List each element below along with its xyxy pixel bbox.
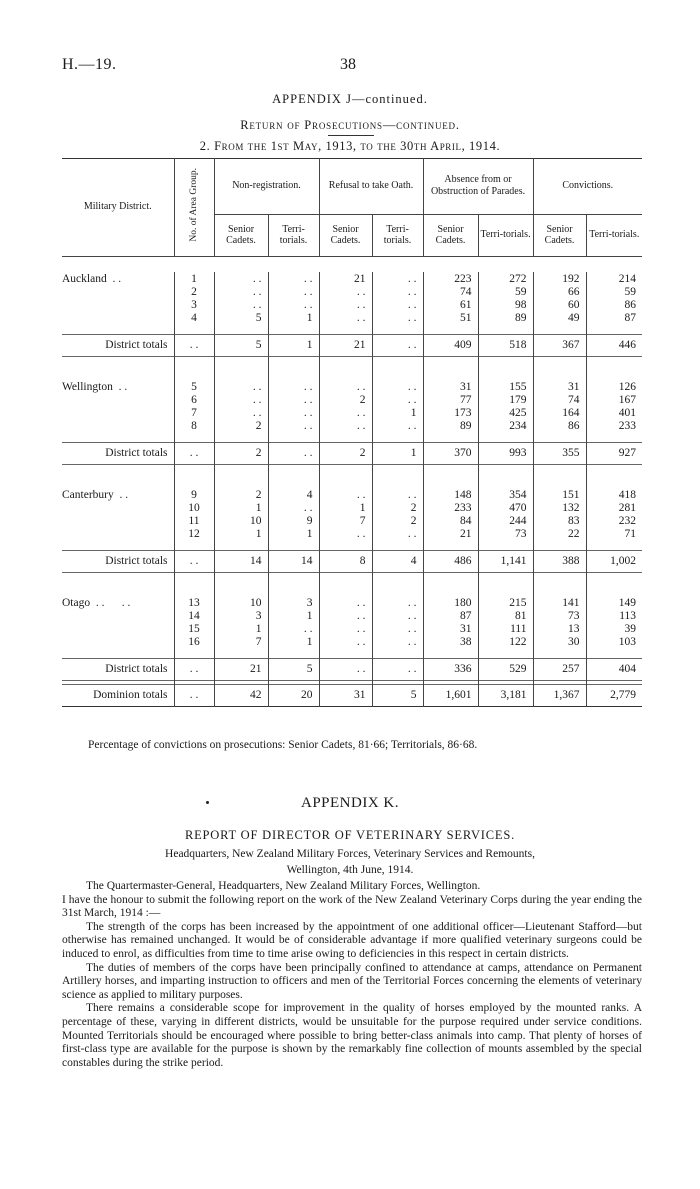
appendix-j-title: APPENDIX J—continued. [272,92,428,106]
non-reg-terr: . . [268,285,319,298]
total-non-reg-senior: 5 [214,334,268,356]
absence-terr: 179 [478,393,533,406]
non-reg-terr: 1 [268,609,319,622]
absence-terr: 272 [478,272,533,285]
conv-senior: 192 [533,272,586,285]
table-row [62,596,642,609]
absence-terr: 425 [478,406,533,419]
total-refusal-terr: 4 [372,550,423,572]
non-reg-senior: . . [214,285,268,298]
area-group: 1 [174,272,214,285]
absence-senior: 61 [423,298,478,311]
conv-terr: 126 [586,380,642,393]
refusal-terr: . . [372,609,423,622]
refusal-senior: . . [319,311,372,324]
non-reg-senior: 7 [214,635,268,648]
dominion-absence-terr: 3,181 [478,684,533,706]
non-reg-terr: . . [268,393,319,406]
non-reg-senior: 2 [214,488,268,501]
area-group: 5 [174,380,214,393]
conv-terr: 232 [586,514,642,527]
dominion-refusal-terr: 5 [372,684,423,706]
refusal-terr: . . [372,635,423,648]
table-row [62,622,642,635]
refusal-senior: . . [319,635,372,648]
conv-terr: 71 [586,527,642,540]
non-reg-senior: . . [214,298,268,311]
refusal-terr: . . [372,622,423,635]
table-row [62,406,642,419]
total-area-group: . . [174,334,214,356]
total-absence-senior: 370 [423,442,478,464]
non-reg-senior: 5 [214,311,268,324]
refusal-terr: . . [372,596,423,609]
area-group: 11 [174,514,214,527]
refusal-senior: . . [319,622,372,635]
non-reg-senior: 2 [214,419,268,432]
col-header-senior-cadets: Senior Cadets. [423,214,478,256]
conv-terr: 87 [586,311,642,324]
absence-terr: 98 [478,298,533,311]
conv-terr: 167 [586,393,642,406]
absence-senior: 51 [423,311,478,324]
conv-terr: 281 [586,501,642,514]
absence-terr: 122 [478,635,533,648]
appendix-k-title: APPENDIX K. [300,795,399,811]
total-conv-terr: 927 [586,442,642,464]
total-non-reg-senior: 14 [214,550,268,572]
area-group: 6 [174,393,214,406]
paragraph: The duties of members of the corps have been principally confined to attendance at camps, attendance on Permanent Artillery horses, and imparting instruction to officers and men of the Territorial Forces concerning the elements of veterinary science as applied to military purposes. [62,961,642,1001]
refusal-terr: . . [372,393,423,406]
refusal-terr: . . [372,272,423,285]
absence-terr: 244 [478,514,533,527]
total-refusal-terr: . . [372,658,423,680]
table-row [62,635,642,648]
area-group: 2 [174,285,214,298]
conv-terr: 401 [586,406,642,419]
absence-terr: 81 [478,609,533,622]
col-header-non-registration: Non-registration. [214,158,319,214]
area-group: 7 [174,406,214,419]
non-reg-terr: . . [268,419,319,432]
refusal-senior: . . [319,298,372,311]
col-header-territorials: Terri-torials. [268,214,319,256]
non-reg-terr: . . [268,406,319,419]
col-header-senior-cadets: Senior Cadets. [533,214,586,256]
dominion-absence-senior: 1,601 [423,684,478,706]
non-reg-senior: 1 [214,501,268,514]
refusal-senior: . . [319,406,372,419]
headquarters-line: Headquarters, New Zealand Military Forces, Veterinary Services and Remounts, [165,848,535,860]
date-line: Wellington, 4th June, 1914. [286,864,414,876]
total-conv-senior: 355 [533,442,586,464]
non-reg-terr: . . [268,298,319,311]
district-totals-label: District totals [105,663,168,675]
conv-senior: 74 [533,393,586,406]
table-row [62,527,642,540]
conv-senior: 30 [533,635,586,648]
refusal-terr: 2 [372,514,423,527]
col-header-convictions: Convictions. [533,158,642,214]
total-non-reg-terr: 14 [268,550,319,572]
total-non-reg-terr: . . [268,442,319,464]
conv-terr: 39 [586,622,642,635]
refusal-terr: . . [372,380,423,393]
area-group: 3 [174,298,214,311]
total-absence-terr: 529 [478,658,533,680]
total-refusal-senior: 8 [319,550,372,572]
non-reg-terr: 3 [268,596,319,609]
absence-senior: 180 [423,596,478,609]
refusal-terr: . . [372,298,423,311]
refusal-terr: 1 [372,406,423,419]
dominion-totals-row [62,684,642,706]
total-area-group: . . [174,442,214,464]
non-reg-terr: 1 [268,311,319,324]
table-row [62,285,642,298]
absence-senior: 38 [423,635,478,648]
non-reg-terr: . . [268,622,319,635]
non-reg-senior: 1 [214,622,268,635]
dominion-refusal-senior: 31 [319,684,372,706]
area-group: 15 [174,622,214,635]
absence-senior: 21 [423,527,478,540]
total-non-reg-senior: 2 [214,442,268,464]
conv-terr: 214 [586,272,642,285]
total-refusal-senior: . . [319,658,372,680]
total-absence-terr: 518 [478,334,533,356]
total-conv-senior: 388 [533,550,586,572]
total-refusal-terr: 1 [372,442,423,464]
total-conv-senior: 367 [533,334,586,356]
total-area-group: . . [174,658,214,680]
col-header-absence: Absence from or Obstruction of Parades. [423,158,533,214]
total-non-reg-senior: 21 [214,658,268,680]
district-totals-row [62,334,642,356]
district-name: Otago . . . . [62,596,131,609]
refusal-senior: . . [319,527,372,540]
conv-senior: 86 [533,419,586,432]
non-reg-senior: . . [214,380,268,393]
total-absence-senior: 409 [423,334,478,356]
non-reg-terr: . . [268,272,319,285]
non-reg-senior: . . [214,406,268,419]
absence-terr: 155 [478,380,533,393]
absence-terr: 59 [478,285,533,298]
absence-senior: 87 [423,609,478,622]
refusal-senior: . . [319,488,372,501]
total-absence-senior: 336 [423,658,478,680]
refusal-terr: . . [372,419,423,432]
absence-senior: 31 [423,380,478,393]
area-group: 14 [174,609,214,622]
non-reg-terr: 1 [268,527,319,540]
dominion-conv-terr: 2,779 [586,684,642,706]
absence-senior: 89 [423,419,478,432]
district-totals-row [62,658,642,680]
dominion-area-group: . . [174,684,214,706]
absence-senior: 233 [423,501,478,514]
absence-senior: 173 [423,406,478,419]
absence-terr: 89 [478,311,533,324]
paragraph: There remains a considerable scope for improvement in the quality of horses employed by the mounted ranks. A percentage of these, varying in different districts, would be unsuitable for the purpose required under service conditions. Mounted Territorials should be encouraged where possible to bring better-class animals into camp. That plenty of horses of first-class type are available for the purpose is shown by the remarkably fine collection of mounts assembled by the special constables during the strike period. [62,1002,642,1069]
conv-terr: 86 [586,298,642,311]
col-header-military-district: Military District. [83,201,152,212]
refusal-senior: 7 [319,514,372,527]
dominion-conv-senior: 1,367 [533,684,586,706]
address-line: The Quartermaster-General, Headquarters, New Zealand Military Forces, Wellington. [86,880,481,892]
page-number: 38 [340,56,356,73]
dominion-non-reg-senior: 42 [214,684,268,706]
total-absence-terr: 993 [478,442,533,464]
non-reg-terr: 1 [268,635,319,648]
absence-senior: 148 [423,488,478,501]
refusal-terr: . . [372,488,423,501]
total-refusal-senior: 2 [319,442,372,464]
area-group: 13 [174,596,214,609]
paragraph: The strength of the corps has been increased by the appointment of one additional officer—Lieutenant Stafford—but otherwise has remained unchanged. It would be of considerable advantage if more qualified veterinary surgeons could be induced to enrol, as difficulties from time to time arise owing to deficiencies in this respect in certain districts. [62,920,642,960]
non-reg-terr: 9 [268,514,319,527]
district-totals-row [62,442,642,464]
rule-under-return [328,135,374,136]
absence-terr: 354 [478,488,533,501]
absence-senior: 31 [423,622,478,635]
area-group: 8 [174,419,214,432]
conv-terr: 113 [586,609,642,622]
absence-terr: 111 [478,622,533,635]
conv-senior: 73 [533,609,586,622]
table-row [62,501,642,514]
section-title: 2. From the 1st May, 1913, to the 30th April, 1914. [199,139,501,153]
non-reg-senior: 10 [214,514,268,527]
refusal-senior: . . [319,609,372,622]
area-group: 10 [174,501,214,514]
paragraph: I have the honour to submit the following report on the work of the New Zealand Veterinary Corps during the year ending the 31st March, 1914 :— [62,893,642,920]
conv-senior: 31 [533,380,586,393]
return-title: Return of Prosecutions—continued. [240,118,460,132]
district-totals-label: District totals [105,339,168,351]
col-header-territorials: Terri-torials. [478,214,533,256]
refusal-senior: 2 [319,393,372,406]
non-reg-senior: 10 [214,596,268,609]
table-row [62,488,642,501]
refusal-senior: . . [319,596,372,609]
conv-terr: 149 [586,596,642,609]
non-reg-terr: 4 [268,488,319,501]
table-row [62,380,642,393]
conv-senior: 22 [533,527,586,540]
refusal-terr: . . [372,527,423,540]
area-group: 12 [174,527,214,540]
percentage-note: Percentage of convictions on prosecutions: Senior Cadets, 81·66; Territorials, 86·68. [88,739,478,751]
conv-terr: 103 [586,635,642,648]
total-refusal-senior: 21 [319,334,372,356]
non-reg-senior: . . [214,272,268,285]
absence-terr: 470 [478,501,533,514]
col-header-area-group: No. of Area Group. [174,158,214,256]
report-body [62,880,642,1070]
conv-terr: 418 [586,488,642,501]
table-row [62,298,642,311]
running-header-left: H.—19. [62,56,117,73]
absence-terr: 234 [478,419,533,432]
district-totals-row [62,550,642,572]
district-name: Canterbury . . [62,488,129,501]
table-row [62,272,642,285]
table-row [62,393,642,406]
area-group: 9 [174,488,214,501]
conv-senior: 164 [533,406,586,419]
absence-senior: 84 [423,514,478,527]
conv-senior: 83 [533,514,586,527]
non-reg-senior: 1 [214,527,268,540]
prosecutions-table [62,158,642,707]
refusal-senior: 21 [319,272,372,285]
total-conv-terr: 446 [586,334,642,356]
district-totals-label: District totals [105,447,168,459]
conv-terr: 233 [586,419,642,432]
absence-senior: 77 [423,393,478,406]
col-header-senior-cadets: Senior Cadets. [214,214,268,256]
conv-senior: 13 [533,622,586,635]
total-conv-terr: 1,002 [586,550,642,572]
refusal-senior: 1 [319,501,372,514]
refusal-terr: 2 [372,501,423,514]
absence-senior: 74 [423,285,478,298]
conv-senior: 60 [533,298,586,311]
district-totals-label: District totals [105,555,168,567]
total-refusal-terr: . . [372,334,423,356]
conv-senior: 141 [533,596,586,609]
table-row [62,311,642,324]
refusal-terr: . . [372,285,423,298]
report-title: REPORT OF DIRECTOR OF VETERINARY SERVICES. [184,828,516,842]
refusal-senior: . . [319,285,372,298]
dominion-non-reg-terr: 20 [268,684,319,706]
absence-terr: 215 [478,596,533,609]
refusal-senior: . . [319,380,372,393]
table-row [62,514,642,527]
non-reg-terr: . . [268,380,319,393]
col-header-territorials: Terri-torials. [372,214,423,256]
refusal-senior: . . [319,419,372,432]
total-conv-senior: 257 [533,658,586,680]
total-area-group: . . [174,550,214,572]
total-absence-senior: 486 [423,550,478,572]
total-non-reg-terr: 1 [268,334,319,356]
total-non-reg-terr: 5 [268,658,319,680]
area-group: 4 [174,311,214,324]
absence-terr: 73 [478,527,533,540]
conv-senior: 66 [533,285,586,298]
table-row [62,609,642,622]
table-row [62,419,642,432]
conv-senior: 132 [533,501,586,514]
area-group: 16 [174,635,214,648]
non-reg-senior: . . [214,393,268,406]
col-header-refusal: Refusal to take Oath. [319,158,423,214]
col-header-territorials: Terri-torials. [586,214,642,256]
non-reg-terr: . . [268,501,319,514]
conv-terr: 59 [586,285,642,298]
refusal-terr: . . [372,311,423,324]
conv-senior: 49 [533,311,586,324]
total-absence-terr: 1,141 [478,550,533,572]
district-name: Auckland . . [62,272,122,285]
col-header-senior-cadets: Senior Cadets. [319,214,372,256]
district-name: Wellington . . [62,380,128,393]
absence-senior: 223 [423,272,478,285]
total-conv-terr: 404 [586,658,642,680]
dominion-totals-label: Dominion totals [93,689,168,701]
conv-senior: 151 [533,488,586,501]
non-reg-senior: 3 [214,609,268,622]
